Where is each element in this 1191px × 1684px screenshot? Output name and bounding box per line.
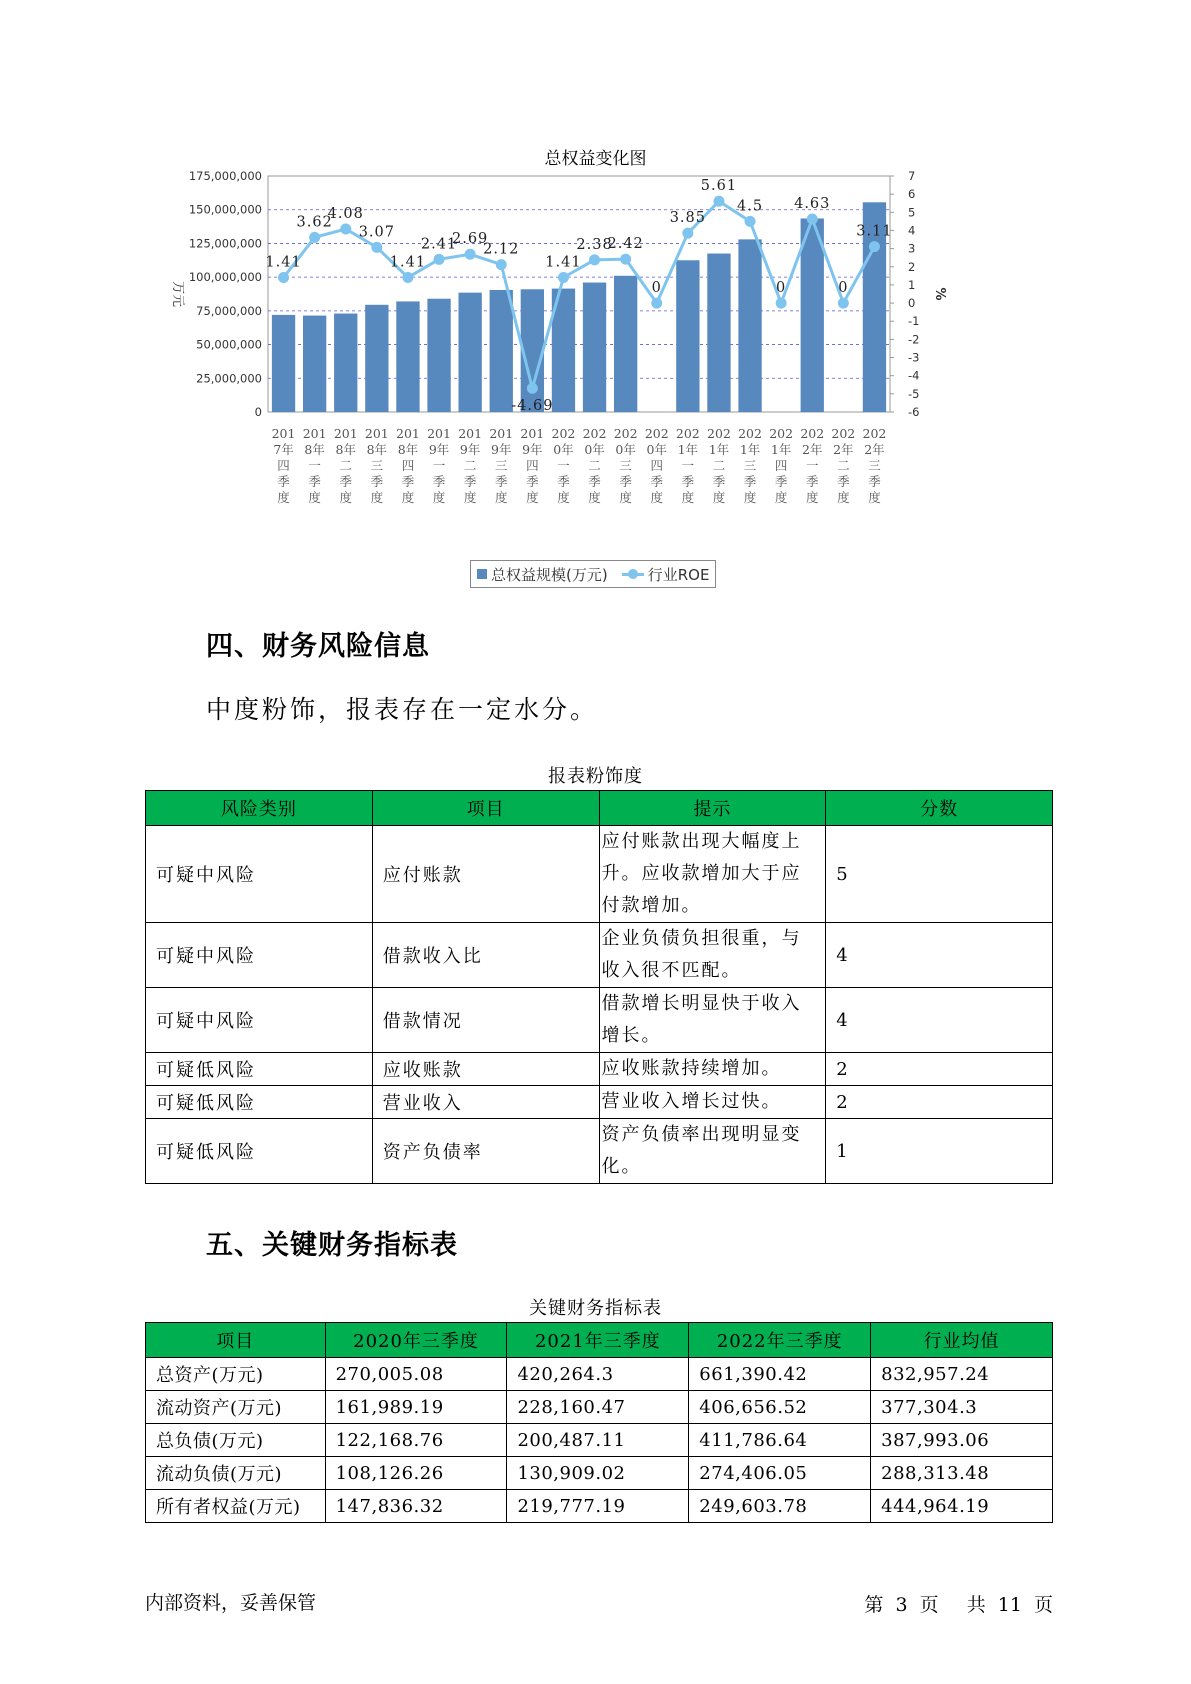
fin-value: 108,126.26: [325, 1457, 507, 1490]
risk-header-cell: 风险类别: [146, 791, 373, 826]
risk-tip: 企业负债负担很重，与收入很不匹配。: [599, 923, 826, 988]
y-right-tick-label: -3: [908, 350, 920, 365]
roe-data-label: 0: [651, 280, 662, 297]
roe-point: [496, 259, 507, 270]
risk-tip: 应收账款持续增加。: [599, 1053, 826, 1086]
risk-table: [145, 790, 1053, 1184]
x-tick-label: 一: [681, 458, 695, 473]
fin-header-cell: 2020年三季度: [325, 1323, 507, 1358]
x-tick-label: 度: [681, 490, 695, 505]
roe-data-label: 4.5: [737, 198, 764, 215]
x-tick-label: 四: [774, 458, 788, 473]
x-tick-label: 201: [271, 426, 296, 441]
roe-point: [745, 216, 756, 227]
fin-value: 274,406.05: [689, 1457, 871, 1490]
table-row: [146, 1086, 1053, 1119]
x-tick-label: 201: [396, 426, 420, 441]
x-tick-label: 度: [619, 490, 632, 505]
bar: [676, 260, 699, 412]
roe-point: [340, 224, 351, 235]
risk-category: 可疑低风险: [146, 1053, 373, 1086]
roe-data-label: 2.69: [452, 231, 489, 248]
risk-item: 借款情况: [372, 988, 599, 1053]
risk-item: 应付账款: [372, 826, 599, 923]
chart-legend: [470, 560, 716, 588]
y-right-tick-label: 3: [908, 241, 916, 256]
x-tick-label: 四: [401, 458, 415, 473]
roe-data-label: 0: [776, 280, 787, 297]
roe-data-label: 3.11: [856, 223, 893, 240]
x-tick-label: 202: [675, 426, 700, 441]
roe-point: [558, 272, 569, 283]
fin-value: 406,656.52: [689, 1391, 871, 1424]
roe-data-label: 4.63: [794, 196, 831, 213]
bar: [583, 283, 606, 412]
x-tick-label: 9年: [459, 442, 481, 457]
fin-value: 122,168.76: [325, 1424, 507, 1457]
table-row: [146, 1424, 1053, 1457]
x-tick-label: 1年: [770, 442, 792, 457]
x-tick-label: 季: [619, 474, 632, 489]
x-tick-label: 度: [743, 490, 757, 505]
risk-header-row: [146, 791, 1053, 826]
x-tick-label: 四: [650, 458, 664, 473]
y-left-axis-title: 万元: [170, 280, 185, 308]
risk-score: 4: [826, 923, 1053, 988]
risk-item: 借款收入比: [372, 923, 599, 988]
x-tick-label: 202: [831, 426, 856, 441]
x-tick-label: 季: [712, 474, 726, 489]
table-row: [146, 1457, 1053, 1490]
risk-item: 应收账款: [372, 1053, 599, 1086]
x-tick-label: 202: [551, 426, 576, 441]
x-tick-label: 季: [650, 474, 664, 489]
x-tick-label: 1年: [677, 442, 699, 457]
fin-header-cell: 2021年三季度: [507, 1323, 689, 1358]
table-row: [146, 826, 1053, 923]
x-tick-label: 度: [588, 490, 601, 505]
table-row: [146, 1119, 1053, 1184]
financial-table: [145, 1322, 1053, 1523]
fin-value: 249,603.78: [689, 1490, 871, 1523]
x-tick-label: 202: [738, 426, 762, 441]
fin-header-cell: 项目: [146, 1323, 326, 1358]
fin-value: 387,993.06: [871, 1424, 1053, 1457]
x-tick-label: 201: [427, 426, 451, 441]
x-tick-label: 季: [432, 474, 446, 489]
roe-point: [434, 254, 445, 265]
risk-score: 4: [826, 988, 1053, 1053]
roe-point: [527, 383, 538, 394]
x-tick-label: 202: [769, 426, 794, 441]
x-tick-label: 8年: [335, 442, 356, 457]
y-right-axis-title: %: [932, 287, 947, 301]
legend-bar-label: 总权益规模(万元): [491, 565, 608, 584]
x-tick-label: 201: [458, 426, 483, 441]
x-tick-label: 0年: [646, 442, 667, 457]
roe-data-label: 1.41: [545, 254, 582, 271]
x-tick-label: 季: [743, 474, 757, 489]
financial-table-caption: 关键财务指标表: [529, 1298, 662, 1319]
fin-item: 总资产(万元): [146, 1358, 326, 1391]
roe-data-label: 1.41: [389, 254, 427, 271]
risk-score: 2: [826, 1053, 1053, 1086]
legend-line-label: 行业ROE: [647, 565, 710, 584]
x-tick-label: 1年: [739, 442, 761, 457]
y-right-tick-label: -1: [908, 314, 920, 329]
y-left-tick-label: 75,000,000: [196, 303, 262, 318]
bar: [490, 290, 513, 412]
x-tick-label: 2年: [864, 442, 885, 457]
x-tick-label: 二: [588, 458, 601, 473]
table-row: [146, 1358, 1053, 1391]
table-row: [146, 1490, 1053, 1523]
fin-value: 411,786.64: [689, 1424, 871, 1457]
y-left-tick-label: 50,000,000: [196, 337, 262, 352]
x-tick-label: 二: [463, 458, 477, 473]
bar: [272, 315, 295, 412]
bar: [738, 239, 761, 412]
x-tick-label: 0年: [553, 442, 574, 457]
risk-tip: 借款增长明显快于收入增长。: [599, 988, 826, 1053]
page-prefix: 第: [864, 1594, 884, 1616]
bar: [614, 276, 637, 412]
table-row: [146, 923, 1053, 988]
x-tick-label: 度: [712, 490, 726, 505]
x-tick-label: 季: [868, 474, 881, 489]
fin-header-cell: 2022年三季度: [689, 1323, 871, 1358]
bar: [427, 299, 450, 412]
y-left-tick-label: 150,000,000: [188, 202, 262, 217]
y-right-tick-label: 6: [908, 187, 916, 202]
x-tick-label: 度: [774, 490, 788, 505]
x-tick-label: 度: [557, 490, 570, 505]
x-tick-label: 季: [588, 474, 601, 489]
footer-confidential: 内部资料，妥善保管: [145, 1592, 317, 1614]
y-right-tick-label: 4: [908, 223, 916, 238]
x-tick-label: 三: [619, 458, 632, 473]
roe-data-label: 3.62: [296, 214, 333, 231]
x-tick-label: 四: [277, 458, 290, 473]
fin-value: 288,313.48: [871, 1457, 1053, 1490]
section-heading-risk: 四、财务风险信息: [206, 631, 430, 662]
x-tick-label: 度: [837, 490, 850, 505]
x-tick-label: 度: [339, 490, 353, 505]
fin-header-row: [146, 1323, 1053, 1358]
bar: [334, 314, 357, 412]
fin-item: 所有者权益(万元): [146, 1490, 326, 1523]
page-unit: 页: [919, 1594, 939, 1616]
x-tick-label: 一: [432, 458, 446, 473]
table-row: [146, 988, 1053, 1053]
x-tick-label: 9年: [428, 442, 450, 457]
roe-point: [682, 228, 693, 239]
roe-data-label: 2.38: [576, 236, 613, 253]
x-tick-label: 季: [494, 474, 508, 489]
x-tick-label: 度: [868, 490, 881, 505]
x-tick-label: 季: [277, 474, 290, 489]
x-tick-label: 度: [370, 490, 384, 505]
x-tick-label: 9年: [491, 442, 512, 457]
fin-item: 总负债(万元): [146, 1424, 326, 1457]
roe-point: [278, 272, 289, 283]
x-tick-label: 度: [526, 490, 539, 505]
x-tick-label: 202: [613, 426, 638, 441]
x-tick-label: 1年: [708, 442, 730, 457]
fin-value: 161,989.19: [325, 1391, 507, 1424]
fin-value: 832,957.24: [871, 1358, 1053, 1391]
x-tick-label: 9年: [522, 442, 543, 457]
risk-header-cell: 提示: [599, 791, 826, 826]
roe-data-label: 2.12: [483, 241, 520, 258]
y-left-tick-label: 25,000,000: [196, 371, 262, 386]
section-heading-financials: 五、关键财务指标表: [206, 1230, 458, 1261]
legend-item-bar: [477, 564, 608, 585]
x-tick-label: 三: [494, 458, 508, 473]
roe-data-label: 2.41: [420, 236, 458, 253]
x-tick-label: 0年: [584, 442, 605, 457]
bar: [801, 218, 824, 412]
footer-page-number: [858, 1590, 1053, 1617]
bar: [303, 316, 326, 412]
fin-value: 444,964.19: [871, 1490, 1053, 1523]
roe-data-label: 3.85: [669, 210, 706, 227]
fin-value: 420,264.3: [507, 1358, 689, 1391]
roe-point: [589, 254, 600, 265]
risk-item: 资产负债率: [372, 1119, 599, 1184]
total-num: 11: [997, 1594, 1022, 1616]
chart-title: 总权益变化图: [544, 149, 647, 169]
fin-value: 661,390.42: [689, 1358, 871, 1391]
y-right-tick-label: 2: [908, 259, 916, 274]
fin-value: 219,777.19: [507, 1490, 689, 1523]
x-tick-label: 季: [526, 474, 539, 489]
x-tick-label: 三: [370, 458, 384, 473]
roe-data-label: 4.08: [327, 206, 364, 223]
x-tick-label: 度: [401, 490, 415, 505]
roe-point: [869, 241, 880, 252]
fin-value: 228,160.47: [507, 1391, 689, 1424]
x-tick-label: 8年: [366, 442, 388, 457]
bar: [365, 305, 388, 412]
x-tick-label: 度: [463, 490, 477, 505]
x-tick-label: 四: [526, 458, 539, 473]
roe-data-label: 0: [838, 280, 849, 297]
risk-category: 可疑低风险: [146, 1086, 373, 1119]
x-tick-label: 二: [712, 458, 726, 473]
total-prefix: 共: [966, 1594, 986, 1616]
x-tick-label: 一: [308, 458, 321, 473]
x-tick-label: 2年: [833, 442, 854, 457]
fin-value: 130,909.02: [507, 1457, 689, 1490]
fin-header-cell: 行业均值: [871, 1323, 1053, 1358]
risk-score: 1: [826, 1119, 1053, 1184]
x-tick-label: 三: [743, 458, 757, 473]
risk-tip: 营业收入增长过快。: [599, 1086, 826, 1119]
y-left-tick-label: 125,000,000: [188, 236, 262, 251]
x-tick-label: 201: [489, 426, 514, 441]
x-tick-label: 202: [582, 426, 607, 441]
x-tick-label: 季: [805, 474, 819, 489]
equity-chart: [170, 169, 980, 596]
risk-category: 可疑低风险: [146, 1119, 373, 1184]
roe-data-label: -4.69: [511, 398, 554, 415]
x-tick-label: 度: [308, 490, 321, 505]
table-row: [146, 1391, 1053, 1424]
x-tick-label: 2年: [802, 442, 823, 457]
x-tick-label: 季: [557, 474, 570, 489]
x-tick-label: 季: [774, 474, 788, 489]
y-right-tick-label: 5: [908, 205, 916, 220]
roe-point: [807, 214, 818, 225]
risk-category: 可疑中风险: [146, 988, 373, 1053]
fin-value: 270,005.08: [325, 1358, 507, 1391]
fin-item: 流动负债(万元): [146, 1457, 326, 1490]
bar: [707, 254, 730, 412]
risk-header-cell: 分数: [826, 791, 1053, 826]
legend-bar-swatch: [477, 569, 487, 579]
bar: [458, 293, 481, 412]
risk-score: 2: [826, 1086, 1053, 1119]
risk-score: 5: [826, 826, 1053, 923]
x-tick-label: 季: [681, 474, 695, 489]
x-tick-label: 202: [800, 426, 825, 441]
risk-table-caption: 报表粉饰度: [548, 766, 643, 787]
x-tick-label: 度: [494, 490, 508, 505]
y-left-tick-label: 175,000,000: [188, 169, 262, 183]
fin-value: 200,487.11: [507, 1424, 689, 1457]
x-tick-label: 0年: [615, 442, 636, 457]
roe-point: [838, 298, 849, 309]
table-row: [146, 1053, 1053, 1086]
x-tick-label: 8年: [304, 442, 325, 457]
x-tick-label: 202: [707, 426, 731, 441]
legend-line-swatch: [622, 573, 644, 576]
total-unit: 页: [1033, 1594, 1053, 1616]
risk-item: 营业收入: [372, 1086, 599, 1119]
risk-category: 可疑中风险: [146, 923, 373, 988]
x-tick-label: 季: [339, 474, 353, 489]
risk-tip: 应付账款出现大幅度上升。应收款增加大于应付款增加。: [599, 826, 826, 923]
risk-summary: 中度粉饰，报表存在一定水分。: [206, 695, 599, 724]
x-tick-label: 二: [339, 458, 353, 473]
roe-point: [465, 249, 476, 260]
bar: [396, 301, 419, 412]
risk-header-cell: 项目: [372, 791, 599, 826]
x-tick-label: 度: [432, 490, 446, 505]
roe-point: [651, 298, 662, 309]
x-tick-label: 202: [862, 426, 887, 441]
fin-value: 377,304.3: [871, 1391, 1053, 1424]
x-tick-label: 一: [557, 458, 570, 473]
x-tick-label: 7年: [273, 442, 294, 457]
x-tick-label: 季: [463, 474, 477, 489]
fin-item: 流动资产(万元): [146, 1391, 326, 1424]
y-right-tick-label: -6: [908, 405, 920, 419]
legend-item-line: [622, 564, 710, 585]
x-tick-label: 季: [837, 474, 850, 489]
y-right-tick-label: 0: [908, 296, 916, 311]
x-tick-label: 季: [308, 474, 321, 489]
roe-data-label: 1.41: [265, 254, 302, 271]
roe-point: [776, 298, 787, 309]
fin-value: 147,836.32: [325, 1490, 507, 1523]
y-right-tick-label: -5: [908, 386, 920, 401]
y-left-tick-label: 0: [254, 405, 262, 419]
x-tick-label: 201: [364, 426, 389, 441]
y-right-tick-label: 1: [908, 277, 916, 292]
roe-point: [713, 196, 724, 207]
y-left-tick-label: 100,000,000: [188, 270, 262, 285]
x-tick-label: 202: [644, 426, 669, 441]
y-right-tick-label: 7: [908, 169, 916, 183]
x-tick-label: 度: [277, 490, 290, 505]
x-tick-label: 二: [837, 458, 850, 473]
x-tick-label: 三: [868, 458, 881, 473]
y-right-tick-label: -2: [908, 332, 920, 347]
roe-data-label: 2.42: [607, 236, 644, 253]
x-tick-label: 季: [370, 474, 384, 489]
risk-category: 可疑中风险: [146, 826, 373, 923]
x-tick-label: 一: [805, 458, 819, 473]
roe-point: [309, 232, 320, 243]
y-right-tick-label: -4: [908, 368, 920, 383]
x-tick-label: 201: [302, 426, 327, 441]
roe-data-label: 5.61: [700, 178, 738, 195]
x-tick-label: 201: [520, 426, 545, 441]
roe-data-label: 3.07: [358, 224, 395, 241]
risk-tip: 资产负债率出现明显变化。: [599, 1119, 826, 1184]
roe-point: [371, 242, 382, 253]
x-tick-label: 度: [650, 490, 664, 505]
x-tick-label: 季: [401, 474, 415, 489]
x-tick-label: 8年: [397, 442, 419, 457]
roe-point: [402, 272, 413, 283]
x-tick-label: 201: [333, 426, 358, 441]
page-num: 3: [895, 1594, 908, 1616]
roe-point: [620, 254, 631, 265]
x-tick-label: 度: [805, 490, 819, 505]
